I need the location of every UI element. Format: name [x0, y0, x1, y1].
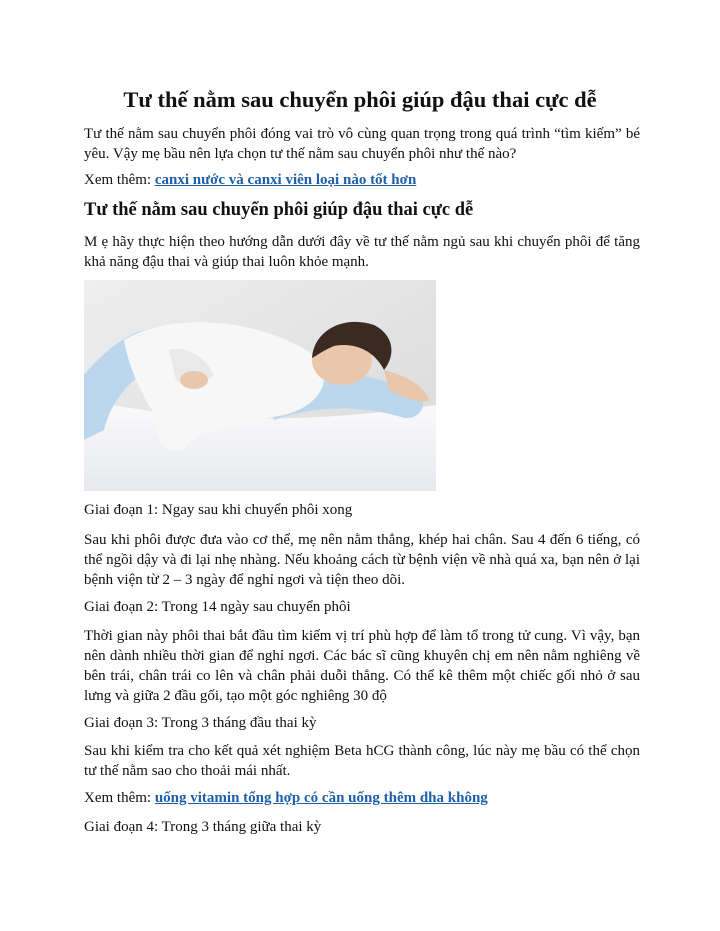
section-intro-paragraph: M ẹ hãy thực hiện theo hướng dẫn dưới đây về tư thế nằm ngủ sau khi chuyển phôi để tăng khả năng đậu thai và giúp thai luôn khỏe mạnh. — [84, 234, 640, 270]
see-also-prefix: Xem thêm: — [84, 172, 155, 188]
see-also-line-2 — [84, 788, 640, 808]
see-also-prefix-2: Xem thêm: — [84, 790, 155, 806]
pregnant-woman-sleeping-photo — [84, 280, 436, 491]
stage-3-title: Giai đoạn 3: Trong 3 tháng đầu thai kỳ — [84, 715, 317, 731]
section-heading: Tư thế nằm sau chuyển phôi giúp đậu thai cực dễ — [84, 200, 474, 220]
stage-2-title: Giai đoạn 2: Trong 14 ngày sau chuyển phôi — [84, 599, 351, 615]
intro-paragraph: Tư thế nằm sau chuyển phôi đóng vai trò vô cùng quan trọng trong quá trình “tìm kiếm” bé yêu. Vậy mẹ bầu nên lựa chọn tư thế nằm sau chuyển phôi như thế nào? — [84, 126, 640, 162]
stage-1-title: Giai đoạn 1: Ngay sau khi chuyển phôi xong — [84, 502, 353, 518]
see-also-link-vitamin[interactable]: uống vitamin tổng hợp có cần uống thêm dha không — [154, 790, 488, 806]
stage-2-text: Thời gian này phôi thai bắt đầu tìm kiếm vị trí phù hợp để làm tổ trong tử cung. Vì vậy, bạn nên dành nhiều thời gian để nghỉ ngơi. Các bác sĩ cũng khuyên chị em nên nằm nghiêng về bên trái, chân trái co lên và chân phải duỗi thẳng. Có thể kê thêm một chiếc gối nhỏ ở sau lưng và giữa 2 đầu gối, tạo một góc nghiêng 30 độ — [84, 628, 640, 704]
stage-1-text: Sau khi phôi được đưa vào cơ thể, mẹ nên nằm thẳng, khép hai chân. Sau 4 đến 6 tiếng, có thể ngồi dậy và đi lại nhẹ nhàng. Nếu khoảng cách từ bệnh viện về nhà quá xa, bạn nên ở lại bệnh viện từ 2 – 3 ngày để nghỉ ngơi và tiện theo dõi. — [84, 532, 640, 588]
see-also-link-calcium[interactable]: canxi nước và canxi viên loại nào tốt hơn — [154, 172, 417, 188]
see-also-line-1 — [84, 170, 640, 190]
page-title: Tư thế nằm sau chuyển phôi giúp đậu thai cực dễ — [123, 87, 597, 112]
stage-4-title: Giai đoạn 4: Trong 3 tháng giữa thai kỳ — [84, 819, 322, 835]
stage-3-text: Sau khi kiểm tra cho kết quả xét nghiệm Beta hCG thành công, lúc này mẹ bầu có thể chọn tư thế nằm sao cho thoải mái nhất. — [84, 743, 640, 779]
photo-illustration — [84, 280, 436, 491]
